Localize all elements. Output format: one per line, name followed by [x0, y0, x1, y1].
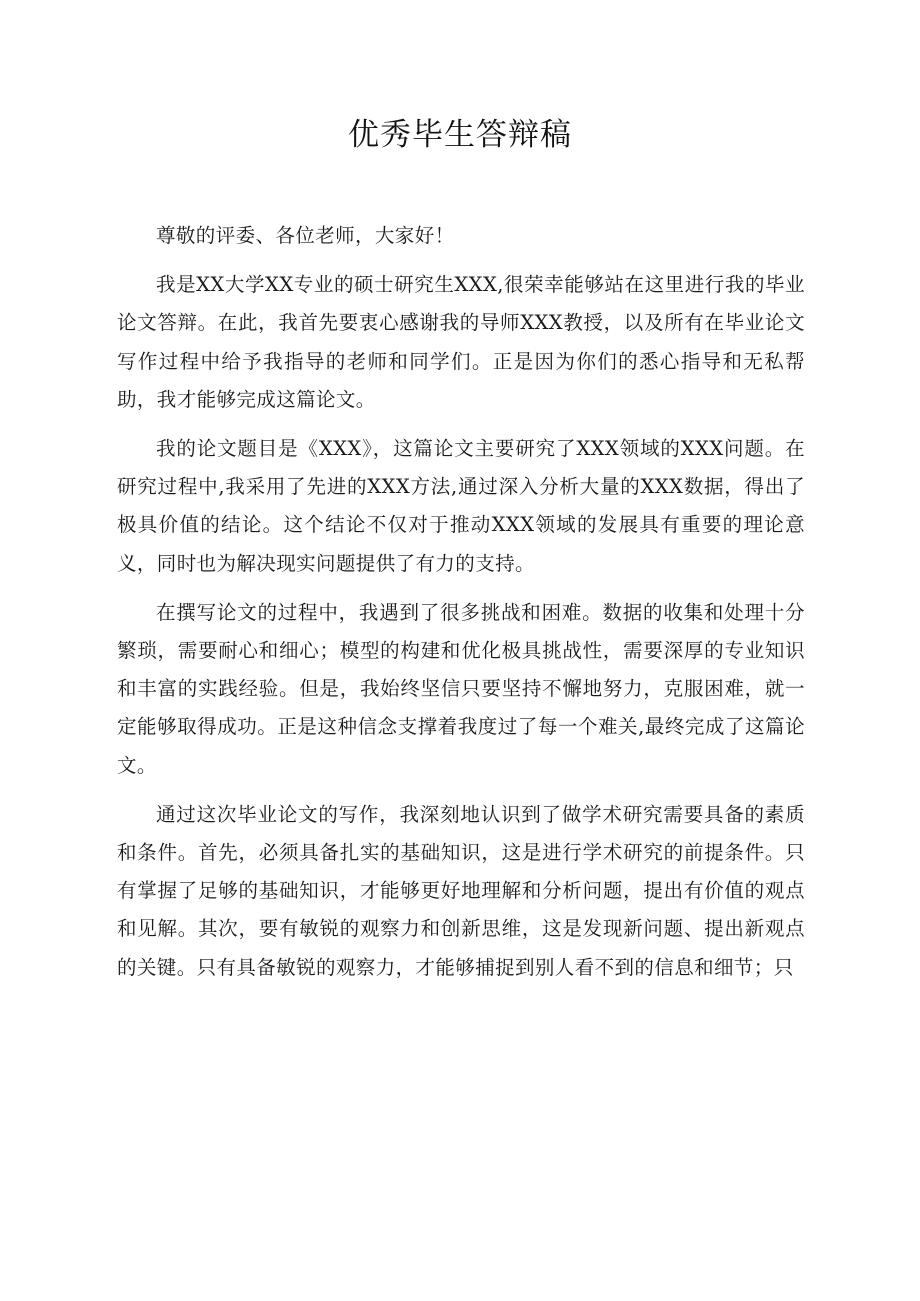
document-body: [117, 217, 805, 987]
paragraph-greeting: 尊敬的评委、各位老师，大家好！: [156, 224, 455, 247]
paragraph-challenges: 在撰写论文的过程中，我遇到了很多挑战和困难。数据的收集和处理十分繁琐，需要耐心和细心；模型的构建和优化极具挑战性，需要深厚的专业知识和丰富的实践经验。但是，我始终坚信只要坚持不懈地努力，克服困难，就一定能够取得成功。正是这种信念支撑着我度过了每一个难关,最终完成了这篇论文。: [117, 600, 805, 777]
paragraph-introduction: 我是XX大学XX专业的硕士研究生XXX,很荣幸能够站在这里进行我的毕业论文答辩。在此，我首先要衷心感谢我的导师XXX教授，以及所有在毕业论文写作过程中给予我指导的老师和同学们。正是因为你们的悉心指导和无私帮助，我才能够完成这篇论文。: [117, 273, 805, 411]
paragraph-reflections: 通过这次毕业论文的写作，我深刻地认识到了做学术研究需要具备的素质和条件。首先，必须具备扎实的基础知识，这是进行学术研究的前提条件。只有掌握了足够的基础知识，才能够更好地理解和分析问题，提出有价值的观点和见解。其次，要有敏锐的观察力和创新思维，这是发现新问题、提出新观点的关键。只有具备敏锐的观察力，才能够捕捉到别人看不到的信息和细节；只: [117, 802, 805, 979]
paragraph-thesis-topic: 我的论文题目是《XXX》，这篇论文主要研究了XXX领域的XXX问题。在研究过程中,我采用了先进的XXX方法,通过深入分析大量的XXX数据，得出了极具价值的结论。这个结论不仅对于推动XXX领域的发展具有重要的理论意义，同时也为解决现实问题提供了有力的支持。: [117, 437, 805, 575]
document-title: 优秀毕生答辩稿: [348, 117, 572, 153]
